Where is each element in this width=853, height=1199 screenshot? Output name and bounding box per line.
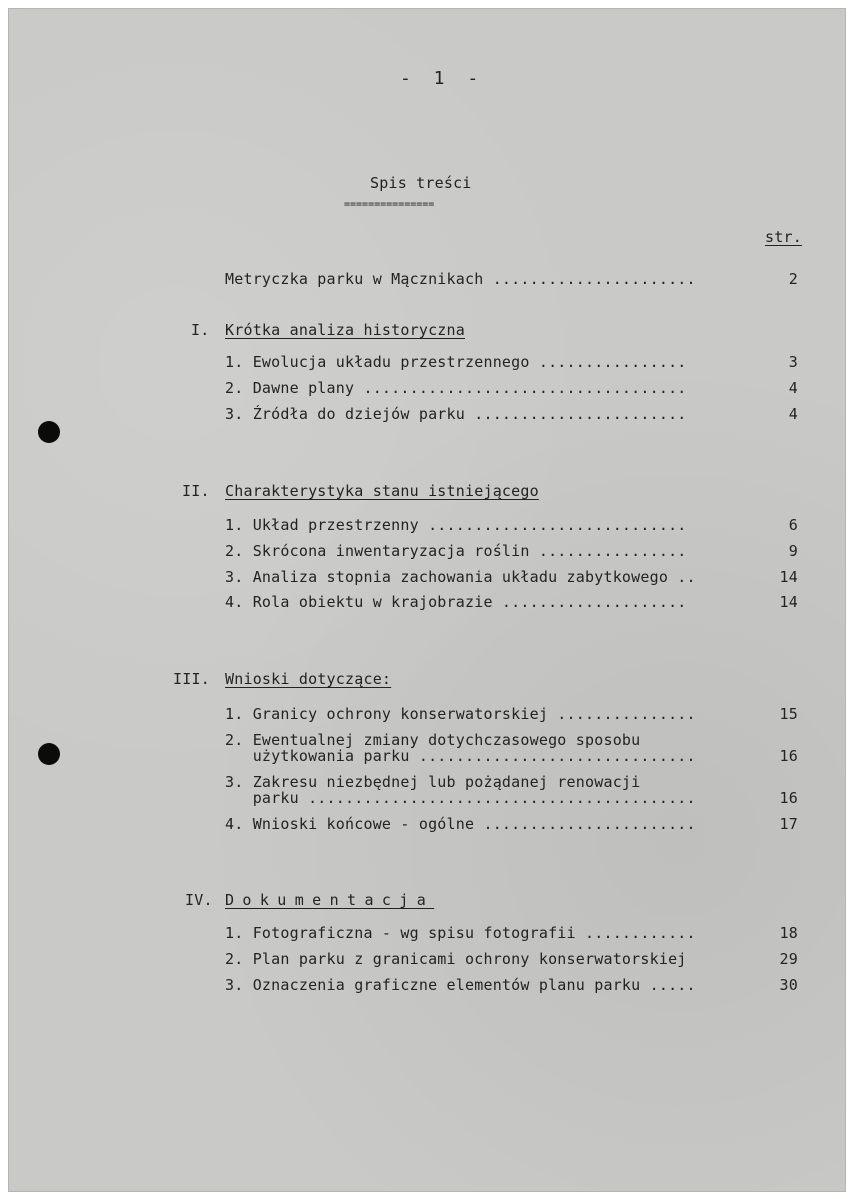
toc-entry-text: 1. Układ przestrzenny ............................ <box>225 516 687 534</box>
toc-entry-text: 1. Granicy ochrony konserwatorskiej ............... <box>225 705 696 723</box>
toc-entry-text: 3. Źródła do dziejów parku ....................... <box>225 405 687 423</box>
toc-entry-page: 18 <box>779 924 798 942</box>
toc-entry-page: 9 <box>788 542 798 560</box>
toc-entry-text: 4. Wnioski końcowe - ogólne ....................... <box>225 815 696 833</box>
punch-hole-top <box>38 421 60 443</box>
punch-hole-bottom <box>38 743 60 765</box>
section-heading: Krótka analiza historyczna <box>225 321 465 339</box>
toc-entry-page: 30 <box>779 976 798 994</box>
toc-entry-text-continued: użytkowania parku .............................. <box>225 747 696 765</box>
toc-entry-text-continued: parku .......................................... <box>225 789 696 807</box>
title-rule: =============== <box>344 199 435 210</box>
section-heading: Wnioski dotyczące: <box>225 670 392 688</box>
page-number: - 1 - <box>400 68 485 89</box>
section-numeral: III. <box>173 670 210 688</box>
page-column-label: str. <box>765 228 802 246</box>
toc-entry-text: 4. Rola obiektu w krajobrazie .................... <box>225 593 687 611</box>
toc-entry-page: 3 <box>788 353 798 371</box>
toc-entry-page: 4 <box>788 405 798 423</box>
section-numeral: II. <box>182 482 210 500</box>
page-title: Spis treści <box>370 174 472 192</box>
toc-entry-text: 1. Fotograficzna - wg spisu fotografii ............ <box>225 924 696 942</box>
toc-entry-page: 16 <box>779 747 798 765</box>
toc-entry-text: 3. Zakresu niezbędnej lub pożądanej renowacji <box>225 773 641 791</box>
intro-entry-text: Metryczka parku w Mącznikach ...................... <box>225 270 696 288</box>
toc-entry-text: 2. Plan parku z granicami ochrony konserwatorskiej <box>225 950 687 968</box>
toc-entry-page: 16 <box>779 789 798 807</box>
toc-entry-page: 14 <box>779 593 798 611</box>
section-numeral: IV. <box>185 891 213 909</box>
toc-entry-page: 15 <box>779 705 798 723</box>
document-page <box>8 8 846 1192</box>
toc-entry-text: 2. Ewentualnej zmiany dotychczasowego sposobu <box>225 731 641 749</box>
toc-entry-text: 3. Oznaczenia graficzne elementów planu parku ..... <box>225 976 696 994</box>
section-heading: Charakterystyka stanu istniejącego <box>225 482 539 500</box>
toc-entry-page: 29 <box>779 950 798 968</box>
toc-entry-page: 17 <box>779 815 798 833</box>
toc-entry-page: 4 <box>788 379 798 397</box>
toc-entry-text: 2. Skrócona inwentaryzacja roślin ................ <box>225 542 687 560</box>
toc-entry-text: 3. Analiza stopnia zachowania układu zabytkowego .. <box>225 568 696 586</box>
toc-entry-text: 2. Dawne plany ................................... <box>225 379 687 397</box>
section-numeral: I. <box>191 321 210 339</box>
toc-entry-page: 6 <box>788 516 798 534</box>
toc-entry-text: 1. Ewolucja układu przestrzennego ................ <box>225 353 687 371</box>
toc-entry-page: 14 <box>779 568 798 586</box>
intro-entry-page: 2 <box>788 270 798 288</box>
section-heading: Dokumentacja <box>225 891 435 909</box>
